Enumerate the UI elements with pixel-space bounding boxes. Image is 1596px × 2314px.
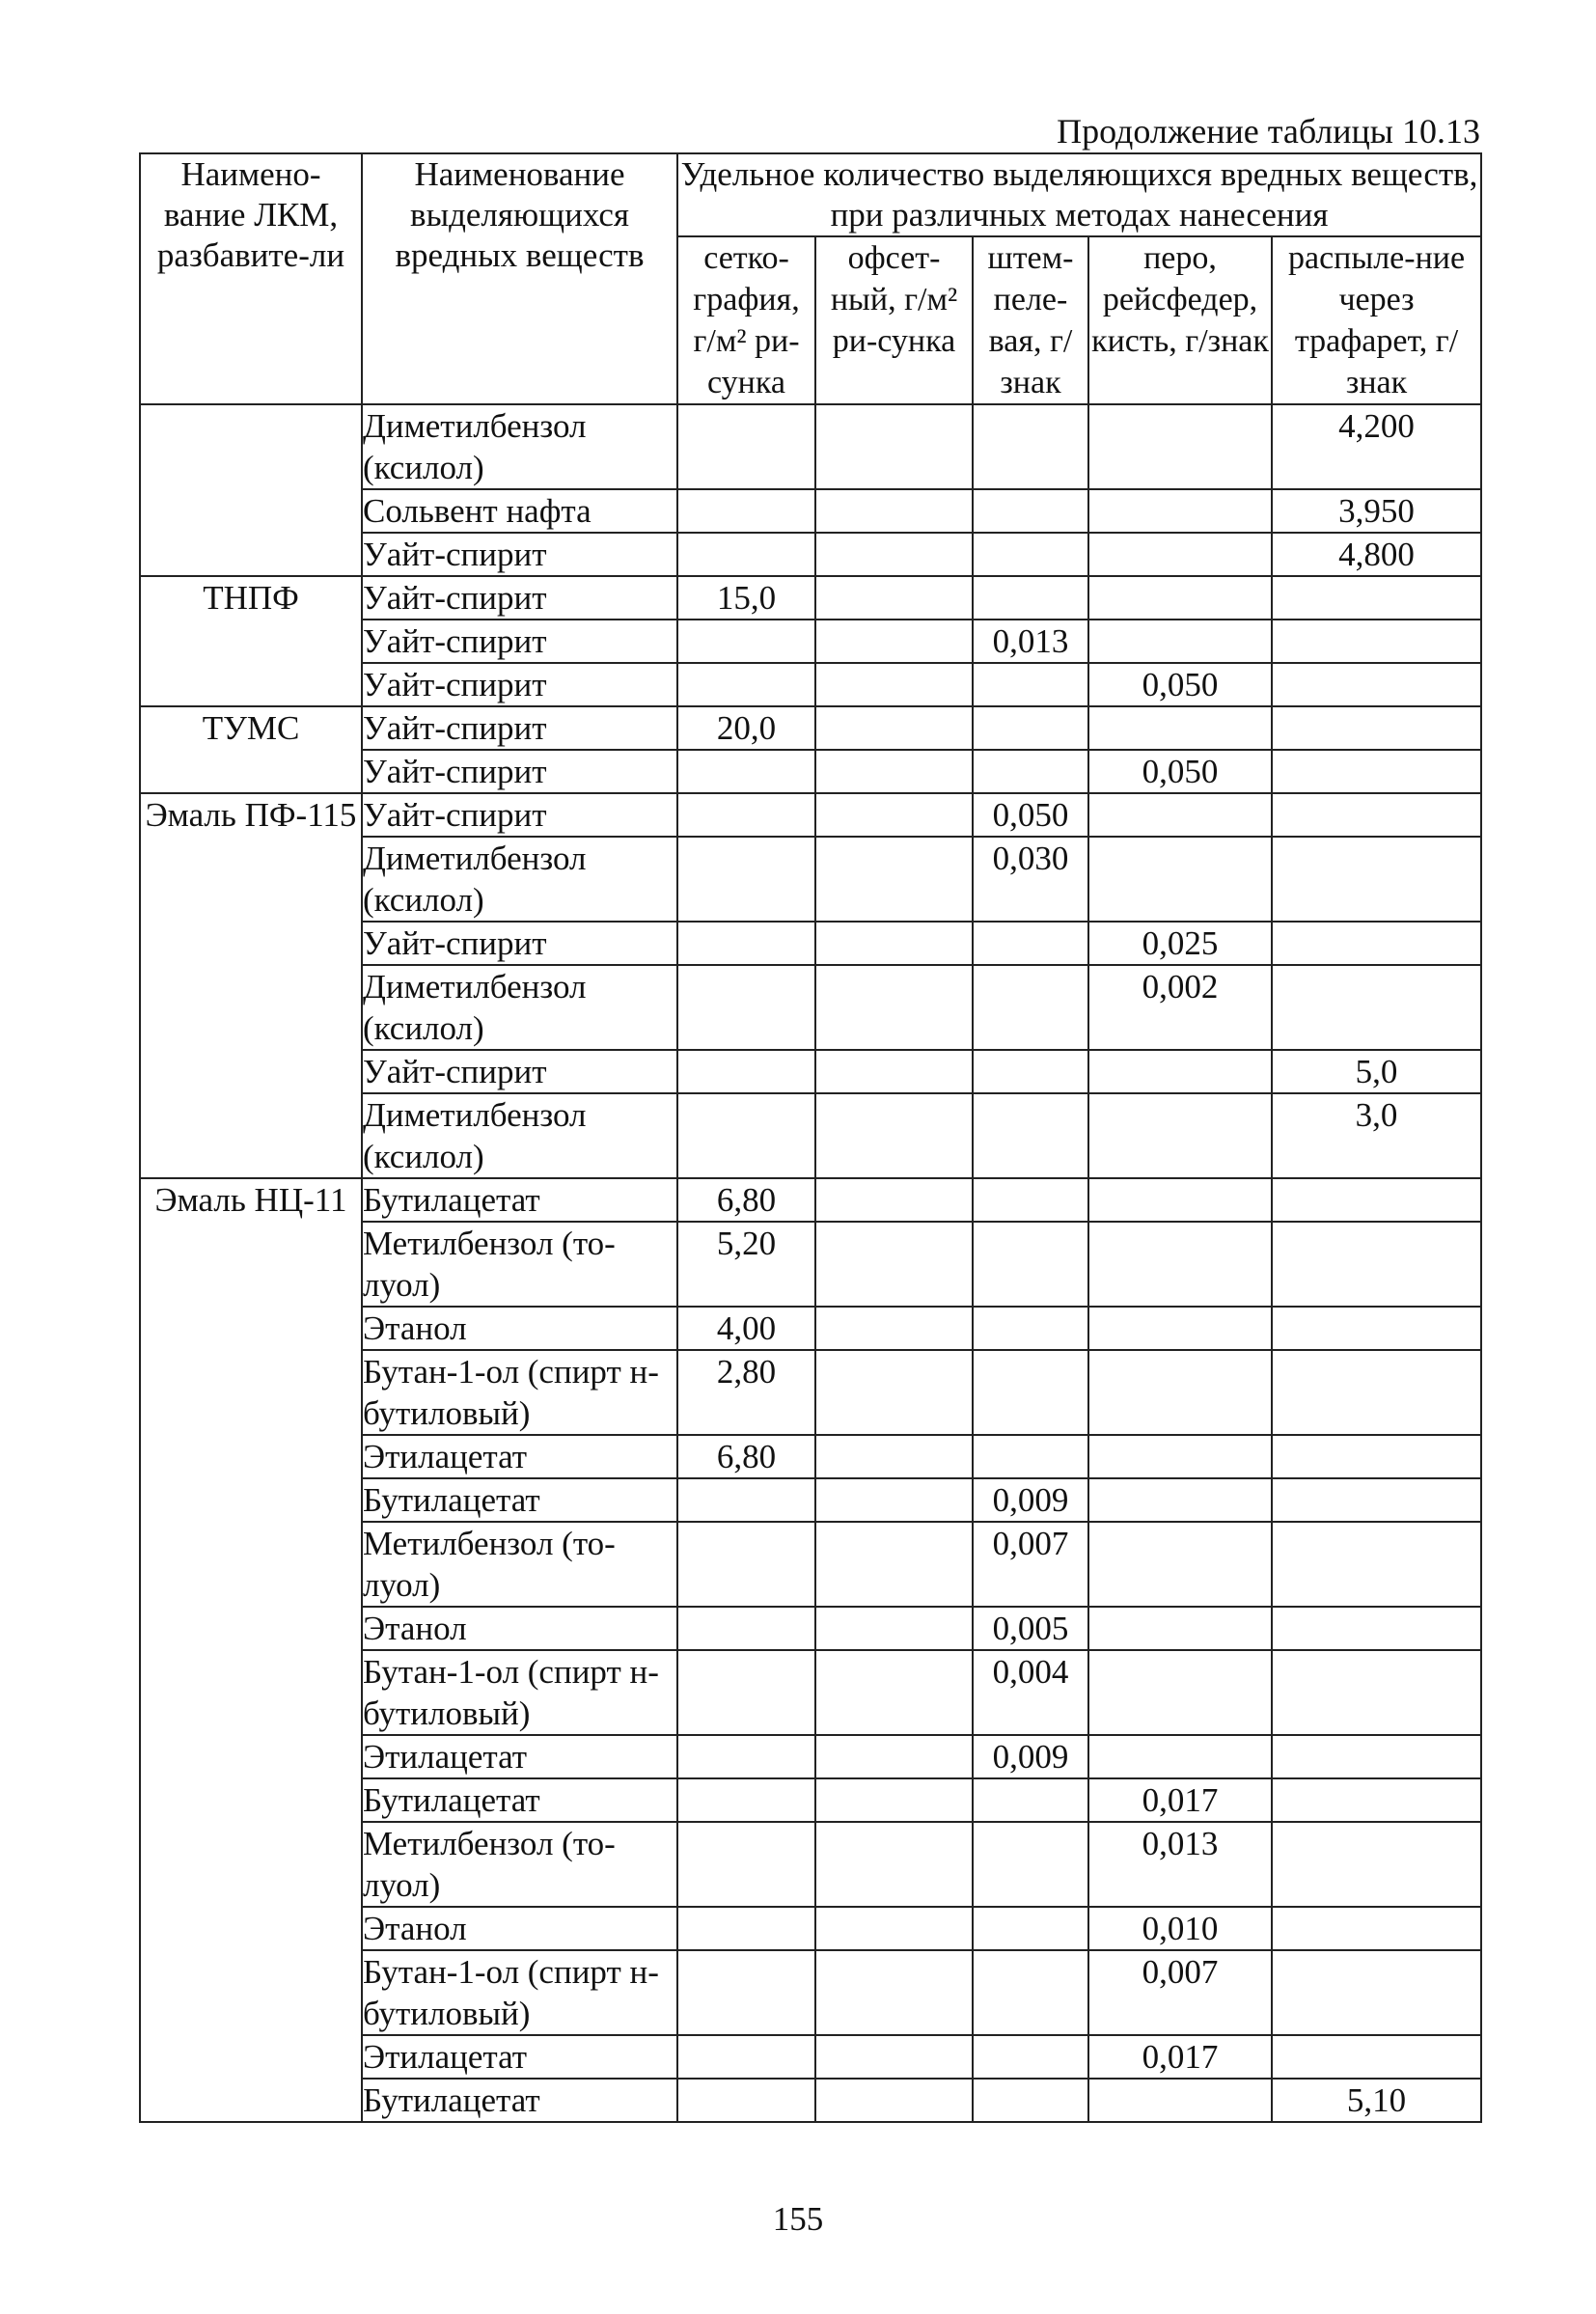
substance-cell: Уайт-спирит: [362, 922, 677, 965]
value-cell: [677, 965, 815, 1050]
substance-cell: Этанол: [362, 1607, 677, 1650]
value-cell: 0,007: [1088, 1950, 1272, 2035]
value-cell: 0,010: [1088, 1907, 1272, 1950]
value-cell: [815, 620, 973, 663]
value-cell: [1088, 1735, 1272, 1778]
value-cell: [1272, 1907, 1481, 1950]
value-cell: [815, 2035, 973, 2079]
substance-cell: Метилбензол (то-луол): [362, 1222, 677, 1307]
value-cell: [1088, 837, 1272, 922]
value-cell: [1088, 793, 1272, 837]
value-cell: 0,009: [973, 1735, 1088, 1778]
value-cell: [815, 1178, 973, 1222]
value-cell: [815, 837, 973, 922]
value-cell: [815, 706, 973, 750]
substance-cell: Диметилбензол (ксилол): [362, 404, 677, 489]
value-cell: 0,013: [973, 620, 1088, 663]
value-cell: [815, 663, 973, 706]
value-cell: [1272, 1222, 1481, 1307]
table-body: [140, 404, 1481, 2122]
header-substance: Наименование выделяющихся вредных веществ: [362, 153, 677, 404]
value-cell: 4,00: [677, 1307, 815, 1350]
value-cell: [815, 404, 973, 489]
value-cell: [1272, 663, 1481, 706]
substance-cell: Уайт-спирит: [362, 663, 677, 706]
value-cell: [677, 1522, 815, 1607]
substance-cell: Уайт-спирит: [362, 1050, 677, 1093]
value-cell: 15,0: [677, 576, 815, 620]
value-cell: [677, 1735, 815, 1778]
value-cell: [1272, 1735, 1481, 1778]
value-cell: 0,050: [973, 793, 1088, 837]
value-cell: [677, 922, 815, 965]
header-method-offset: офсет-ный, г/м² ри-сунка: [815, 236, 973, 404]
value-cell: [1088, 1650, 1272, 1735]
value-cell: 3,950: [1272, 489, 1481, 533]
value-cell: [677, 1650, 815, 1735]
page-number: 155: [772, 2200, 824, 2238]
value-cell: 20,0: [677, 706, 815, 750]
substance-cell: Бутан-1-ол (спирт н-бутиловый): [362, 1950, 677, 2035]
value-cell: 0,007: [973, 1522, 1088, 1607]
value-cell: [1272, 1178, 1481, 1222]
substance-cell: Диметилбензол (ксилол): [362, 965, 677, 1050]
value-cell: 4,200: [1272, 404, 1481, 489]
value-cell: [815, 793, 973, 837]
value-cell: [1272, 2035, 1481, 2079]
value-cell: [1272, 965, 1481, 1050]
value-cell: [1088, 1093, 1272, 1178]
value-cell: [677, 404, 815, 489]
value-cell: 4,800: [1272, 533, 1481, 576]
lkm-name-cell: Эмаль ПФ-115: [140, 793, 362, 1178]
value-cell: [1088, 576, 1272, 620]
lkm-name-cell: ТНПФ: [140, 576, 362, 706]
emissions-table: [139, 152, 1482, 2123]
value-cell: [1272, 1822, 1481, 1907]
value-cell: [677, 1822, 815, 1907]
value-cell: [1272, 750, 1481, 793]
substance-cell: Бутилацетат: [362, 2079, 677, 2122]
substance-cell: Уайт-спирит: [362, 793, 677, 837]
value-cell: [677, 620, 815, 663]
value-cell: [1088, 706, 1272, 750]
table-row: [140, 404, 1481, 489]
value-cell: 0,017: [1088, 2035, 1272, 2079]
value-cell: [815, 576, 973, 620]
value-cell: 0,005: [973, 1607, 1088, 1650]
value-cell: [815, 489, 973, 533]
value-cell: [677, 1093, 815, 1178]
value-cell: [1088, 404, 1272, 489]
value-cell: [815, 1350, 973, 1435]
value-cell: [677, 793, 815, 837]
value-cell: [815, 1522, 973, 1607]
value-cell: [815, 1778, 973, 1822]
value-cell: [677, 663, 815, 706]
table-row: [140, 706, 1481, 750]
table-row: [140, 793, 1481, 837]
table-row: [140, 1178, 1481, 1222]
substance-cell: Метилбензол (то-луол): [362, 1822, 677, 1907]
value-cell: [815, 1435, 973, 1478]
value-cell: 6,80: [677, 1435, 815, 1478]
value-cell: [677, 750, 815, 793]
value-cell: [1272, 1350, 1481, 1435]
value-cell: [677, 2079, 815, 2122]
value-cell: [677, 1478, 815, 1522]
table-row: [140, 576, 1481, 620]
substance-cell: Бутан-1-ол (спирт н-бутиловый): [362, 1650, 677, 1735]
value-cell: [1272, 620, 1481, 663]
value-cell: [815, 1093, 973, 1178]
value-cell: [1088, 1522, 1272, 1607]
substance-cell: Сольвент нафта: [362, 489, 677, 533]
value-cell: [677, 1778, 815, 1822]
value-cell: [815, 2079, 973, 2122]
header-method-screen: сетко-графия, г/м² ри-сунка: [677, 236, 815, 404]
value-cell: [677, 533, 815, 576]
value-cell: 0,025: [1088, 922, 1272, 965]
value-cell: [973, 922, 1088, 965]
value-cell: [973, 1222, 1088, 1307]
value-cell: 0,013: [1088, 1822, 1272, 1907]
value-cell: [677, 489, 815, 533]
value-cell: [1088, 1478, 1272, 1522]
header-row-1: [140, 153, 1481, 236]
value-cell: [815, 1607, 973, 1650]
value-cell: [1272, 1950, 1481, 2035]
value-cell: [973, 533, 1088, 576]
value-cell: [815, 1307, 973, 1350]
substance-cell: Уайт-спирит: [362, 706, 677, 750]
substance-cell: Диметилбензол (ксилол): [362, 837, 677, 922]
substance-cell: Уайт-спирит: [362, 750, 677, 793]
value-cell: [1272, 1522, 1481, 1607]
value-cell: [973, 1307, 1088, 1350]
header-method-stamp: штем-пеле-вая, г/знак: [973, 236, 1088, 404]
header-lkm: Наимено-вание ЛКМ, разбавите-ли: [140, 153, 362, 404]
value-cell: [1272, 706, 1481, 750]
value-cell: 5,10: [1272, 2079, 1481, 2122]
value-cell: [1088, 620, 1272, 663]
substance-cell: Этилацетат: [362, 1435, 677, 1478]
header-method-pen: перо, рейсфедер, кисть, г/знак: [1088, 236, 1272, 404]
value-cell: [973, 1178, 1088, 1222]
value-cell: [973, 1350, 1088, 1435]
value-cell: [973, 1050, 1088, 1093]
substance-cell: Бутилацетат: [362, 1478, 677, 1522]
substance-cell: Уайт-спирит: [362, 576, 677, 620]
value-cell: 6,80: [677, 1178, 815, 1222]
value-cell: [815, 922, 973, 965]
value-cell: [1088, 2079, 1272, 2122]
value-cell: 0,050: [1088, 663, 1272, 706]
value-cell: [1088, 1222, 1272, 1307]
value-cell: 0,009: [973, 1478, 1088, 1522]
value-cell: [815, 1735, 973, 1778]
substance-cell: Метилбензол (то-луол): [362, 1522, 677, 1607]
substance-cell: Уайт-спирит: [362, 533, 677, 576]
value-cell: [815, 1822, 973, 1907]
value-cell: [973, 1435, 1088, 1478]
value-cell: [973, 2035, 1088, 2079]
value-cell: [815, 1650, 973, 1735]
value-cell: [973, 404, 1088, 489]
lkm-name-cell: Эмаль НЦ-11: [140, 1178, 362, 2122]
value-cell: 5,0: [1272, 1050, 1481, 1093]
substance-cell: Бутан-1-ол (спирт н-бутиловый): [362, 1350, 677, 1435]
value-cell: [815, 750, 973, 793]
lkm-name-cell: ТУМС: [140, 706, 362, 793]
value-cell: [973, 663, 1088, 706]
value-cell: [677, 2035, 815, 2079]
value-cell: [677, 1050, 815, 1093]
substance-cell: Этанол: [362, 1907, 677, 1950]
substance-cell: Уайт-спирит: [362, 620, 677, 663]
value-cell: [677, 1907, 815, 1950]
value-cell: 0,004: [973, 1650, 1088, 1735]
value-cell: [1088, 489, 1272, 533]
value-cell: [1272, 576, 1481, 620]
value-cell: [973, 750, 1088, 793]
header-method-spray: распыле-ние через трафарет, г/знак: [1272, 236, 1481, 404]
value-cell: [973, 576, 1088, 620]
header-group: Удельное количество выделяющихся вредных веществ, при различных методах нанесения: [677, 153, 1481, 236]
value-cell: 2,80: [677, 1350, 815, 1435]
value-cell: 3,0: [1272, 1093, 1481, 1178]
value-cell: [973, 706, 1088, 750]
value-cell: [815, 965, 973, 1050]
value-cell: [677, 1607, 815, 1650]
substance-cell: Этанол: [362, 1307, 677, 1350]
value-cell: 0,030: [973, 837, 1088, 922]
value-cell: [1088, 533, 1272, 576]
value-cell: [1088, 1607, 1272, 1650]
value-cell: 0,002: [1088, 965, 1272, 1050]
value-cell: [1272, 1778, 1481, 1822]
value-cell: [1088, 1350, 1272, 1435]
value-cell: [815, 533, 973, 576]
value-cell: [815, 1950, 973, 2035]
value-cell: [677, 1950, 815, 2035]
value-cell: [1088, 1435, 1272, 1478]
value-cell: [1272, 922, 1481, 965]
value-cell: [1088, 1178, 1272, 1222]
lkm-name-cell: [140, 404, 362, 576]
value-cell: [677, 837, 815, 922]
substance-cell: Бутилацетат: [362, 1778, 677, 1822]
value-cell: [1272, 793, 1481, 837]
value-cell: 0,050: [1088, 750, 1272, 793]
value-cell: 0,017: [1088, 1778, 1272, 1822]
value-cell: [1272, 1478, 1481, 1522]
value-cell: [1272, 1650, 1481, 1735]
value-cell: [815, 1907, 973, 1950]
value-cell: [973, 1093, 1088, 1178]
value-cell: 5,20: [677, 1222, 815, 1307]
substance-cell: Этилацетат: [362, 2035, 677, 2079]
table-caption: Продолжение таблицы 10.13: [1057, 112, 1480, 151]
value-cell: [815, 1050, 973, 1093]
value-cell: [1272, 1607, 1481, 1650]
value-cell: [1088, 1307, 1272, 1350]
value-cell: [973, 489, 1088, 533]
value-cell: [973, 2079, 1088, 2122]
value-cell: [1272, 1307, 1481, 1350]
value-cell: [973, 1907, 1088, 1950]
value-cell: [815, 1222, 973, 1307]
substance-cell: Диметилбензол (ксилол): [362, 1093, 677, 1178]
substance-cell: Этилацетат: [362, 1735, 677, 1778]
value-cell: [973, 1778, 1088, 1822]
substance-cell: Бутилацетат: [362, 1178, 677, 1222]
value-cell: [1088, 1050, 1272, 1093]
value-cell: [1272, 1435, 1481, 1478]
value-cell: [973, 1950, 1088, 2035]
value-cell: [1272, 837, 1481, 922]
value-cell: [973, 965, 1088, 1050]
value-cell: [815, 1478, 973, 1522]
value-cell: [973, 1822, 1088, 1907]
